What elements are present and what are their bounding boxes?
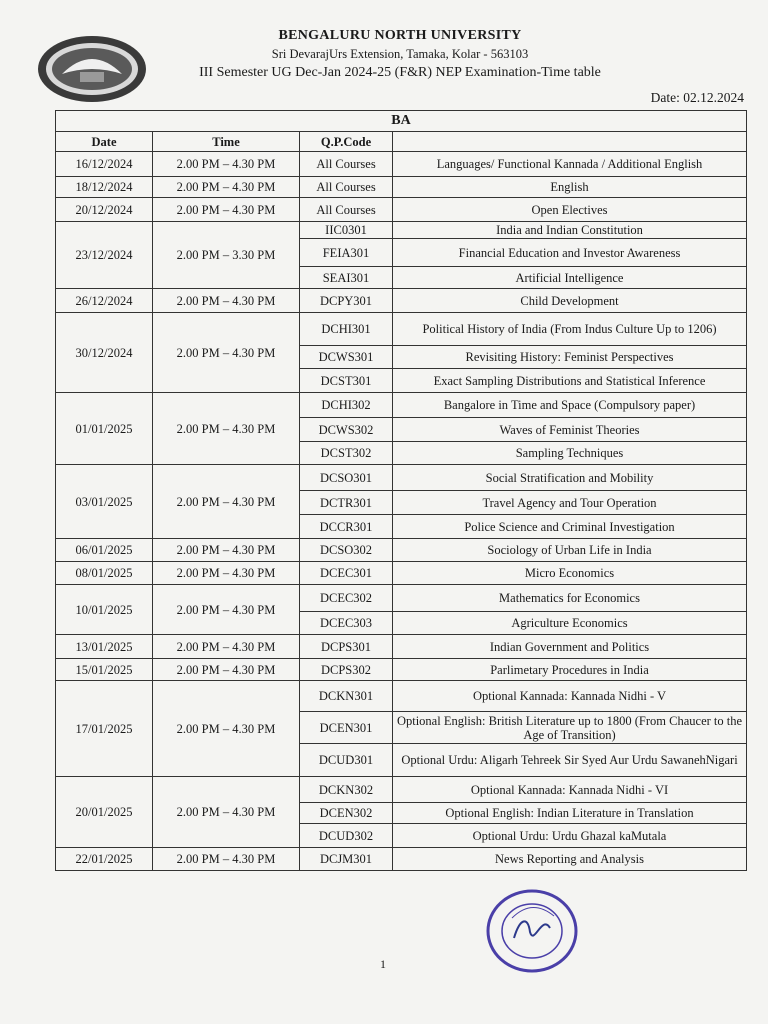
qp-code-cell: DCUD302 [300, 824, 393, 848]
qp-code-cell: All Courses [300, 177, 393, 198]
table-row [56, 635, 747, 659]
course-name-cell: Travel Agency and Tour Operation [393, 491, 747, 515]
exam-time-cell: 2.00 PM – 4.30 PM [153, 848, 300, 871]
exam-time-cell: 2.00 PM – 4.30 PM [153, 393, 300, 465]
course-name-cell: Parlimetary Procedures in India [393, 659, 747, 681]
qp-code-cell: DCKN302 [300, 777, 393, 803]
exam-date-cell: 20/12/2024 [56, 198, 153, 222]
course-name-cell: Languages/ Functional Kannada / Additional English [393, 152, 747, 177]
exam-time-cell: 2.00 PM – 4.30 PM [153, 198, 300, 222]
exam-time-cell: 2.00 PM – 4.30 PM [153, 313, 300, 393]
exam-time-cell: 2.00 PM – 4.30 PM [153, 465, 300, 539]
course-name-cell: Child Development [393, 289, 747, 313]
exam-date-cell: 16/12/2024 [56, 152, 153, 177]
exam-date-cell: 06/01/2025 [56, 539, 153, 562]
course-name-cell: Optional Urdu: Aligarh Tehreek Sir Syed Aur Urdu SawanehNigari [393, 744, 747, 777]
exam-date-cell: 17/01/2025 [56, 681, 153, 777]
course-name-cell: Optional Kannada: Kannada Nidhi - VI [393, 777, 747, 803]
timetable [55, 110, 747, 871]
university-address: Sri DevarajUrs Extension, Tamaka, Kolar - 563103 [271, 47, 529, 61]
course-name-cell: Mathematics for Economics [393, 585, 747, 612]
table-row [56, 539, 747, 562]
exam-date-cell: 13/01/2025 [56, 635, 153, 659]
qp-code-cell: DCEC302 [300, 585, 393, 612]
exam-date-cell: 18/12/2024 [56, 177, 153, 198]
course-name-cell: Exact Sampling Distributions and Statistical Inference [393, 369, 747, 393]
exam-date-cell: 08/01/2025 [56, 562, 153, 585]
exam-date-cell: 30/12/2024 [56, 313, 153, 393]
qp-code-cell: DCEC303 [300, 612, 393, 635]
exam-title: III Semester UG Dec-Jan 2024-25 (F&R) NEP Examination-Time table [199, 65, 601, 80]
exam-date-cell: 20/01/2025 [56, 777, 153, 848]
course-name-cell: Agriculture Economics [393, 612, 747, 635]
table-row [56, 681, 747, 712]
qp-code-cell: DCST302 [300, 442, 393, 465]
exam-date-cell: 26/12/2024 [56, 289, 153, 313]
table-row [56, 222, 747, 239]
exam-time-cell: 2.00 PM – 4.30 PM [153, 635, 300, 659]
exam-time-cell: 2.00 PM – 4.30 PM [153, 659, 300, 681]
date-column-header: Date [56, 132, 153, 152]
course-name-cell: Optional English: Indian Literature in Translation [393, 803, 747, 824]
course-name-cell: News Reporting and Analysis [393, 848, 747, 871]
table-row [56, 659, 747, 681]
registrar-seal [484, 888, 580, 974]
qp-code-cell: IIC0301 [300, 222, 393, 239]
course-name-cell: Bangalore in Time and Space (Compulsory paper) [393, 393, 747, 418]
exam-time-cell: 2.00 PM – 4.30 PM [153, 681, 300, 777]
university-logo [36, 34, 148, 104]
course-name-cell: Optional English: British Literature up to 1800 (From Chaucer to the Age of Transition) [393, 712, 747, 744]
qp-code-cell: DCHI301 [300, 313, 393, 346]
table-row [56, 152, 747, 177]
course-name-cell: Police Science and Criminal Investigation [393, 515, 747, 539]
qp-code-cell: DCST301 [300, 369, 393, 393]
course-name-cell: Artificial Intelligence [393, 267, 747, 289]
exam-date-cell: 10/01/2025 [56, 585, 153, 635]
course-name-cell: Revisiting History: Feminist Perspectives [393, 346, 747, 369]
qp-code-cell: DCSO301 [300, 465, 393, 491]
qp-code-cell: DCTR301 [300, 491, 393, 515]
qp-code-cell: DCEC301 [300, 562, 393, 585]
exam-date-cell: 23/12/2024 [56, 222, 153, 289]
qp-code-cell: DCPY301 [300, 289, 393, 313]
course-name-cell: Open Electives [393, 198, 747, 222]
qp-code-cell: DCCR301 [300, 515, 393, 539]
course-name-cell: Optional Urdu: Urdu Ghazal kaMutala [393, 824, 747, 848]
table-row [56, 177, 747, 198]
qp-code-cell: DCSO302 [300, 539, 393, 562]
exam-date-cell: 03/01/2025 [56, 465, 153, 539]
qp-code-cell: DCEN301 [300, 712, 393, 744]
course-name-cell: Financial Education and Investor Awareness [393, 239, 747, 267]
course-name-cell: Micro Economics [393, 562, 747, 585]
course-name-cell: Waves of Feminist Theories [393, 418, 747, 442]
qp-code-cell: SEAI301 [300, 267, 393, 289]
course-column-header [393, 132, 747, 152]
program-heading: BA [56, 111, 747, 132]
table-row [56, 289, 747, 313]
exam-time-cell: 2.00 PM – 4.30 PM [153, 777, 300, 848]
qp-code-cell: DCWS301 [300, 346, 393, 369]
qp-code-cell: DCJM301 [300, 848, 393, 871]
exam-date-cell: 01/01/2025 [56, 393, 153, 465]
exam-time-cell: 2.00 PM – 4.30 PM [153, 562, 300, 585]
qp-code-cell: DCKN301 [300, 681, 393, 712]
document-header [0, 0, 768, 110]
qp-code-cell: DCPS301 [300, 635, 393, 659]
time-column-header: Time [153, 132, 300, 152]
course-name-cell: Social Stratification and Mobility [393, 465, 747, 491]
course-name-cell: Political History of India (From Indus Culture Up to 1206) [393, 313, 747, 346]
qp-code-cell: DCPS302 [300, 659, 393, 681]
issue-date: Date: 02.12.2024 [650, 90, 744, 105]
exam-time-cell: 2.00 PM – 4.30 PM [153, 152, 300, 177]
qp-code-cell: DCEN302 [300, 803, 393, 824]
qp-code-column-header: Q.P.Code [300, 132, 393, 152]
qp-code-cell: All Courses [300, 152, 393, 177]
course-name-cell: Sampling Techniques [393, 442, 747, 465]
course-name-cell: India and Indian Constitution [393, 222, 747, 239]
exam-time-cell: 2.00 PM – 3.30 PM [153, 222, 300, 289]
table-row [56, 848, 747, 871]
course-name-cell: Indian Government and Politics [393, 635, 747, 659]
course-name-cell: Optional Kannada: Kannada Nidhi - V [393, 681, 747, 712]
exam-time-cell: 2.00 PM – 4.30 PM [153, 177, 300, 198]
table-row [56, 585, 747, 612]
qp-code-cell: FEIA301 [300, 239, 393, 267]
course-name-cell: English [393, 177, 747, 198]
table-row [56, 777, 747, 803]
qp-code-cell: DCWS302 [300, 418, 393, 442]
qp-code-cell: DCUD301 [300, 744, 393, 777]
page-number: 1 [380, 957, 386, 971]
qp-code-cell: All Courses [300, 198, 393, 222]
exam-time-cell: 2.00 PM – 4.30 PM [153, 585, 300, 635]
table-row [56, 198, 747, 222]
qp-code-cell: DCHI302 [300, 393, 393, 418]
exam-time-cell: 2.00 PM – 4.30 PM [153, 539, 300, 562]
exam-date-cell: 22/01/2025 [56, 848, 153, 871]
table-row [56, 393, 747, 418]
table-row [56, 313, 747, 346]
exam-time-cell: 2.00 PM – 4.30 PM [153, 289, 300, 313]
table-row [56, 465, 747, 491]
table-row [56, 562, 747, 585]
university-name: BENGALURU NORTH UNIVERSITY [278, 28, 522, 43]
exam-date-cell: 15/01/2025 [56, 659, 153, 681]
course-name-cell: Sociology of Urban Life in India [393, 539, 747, 562]
